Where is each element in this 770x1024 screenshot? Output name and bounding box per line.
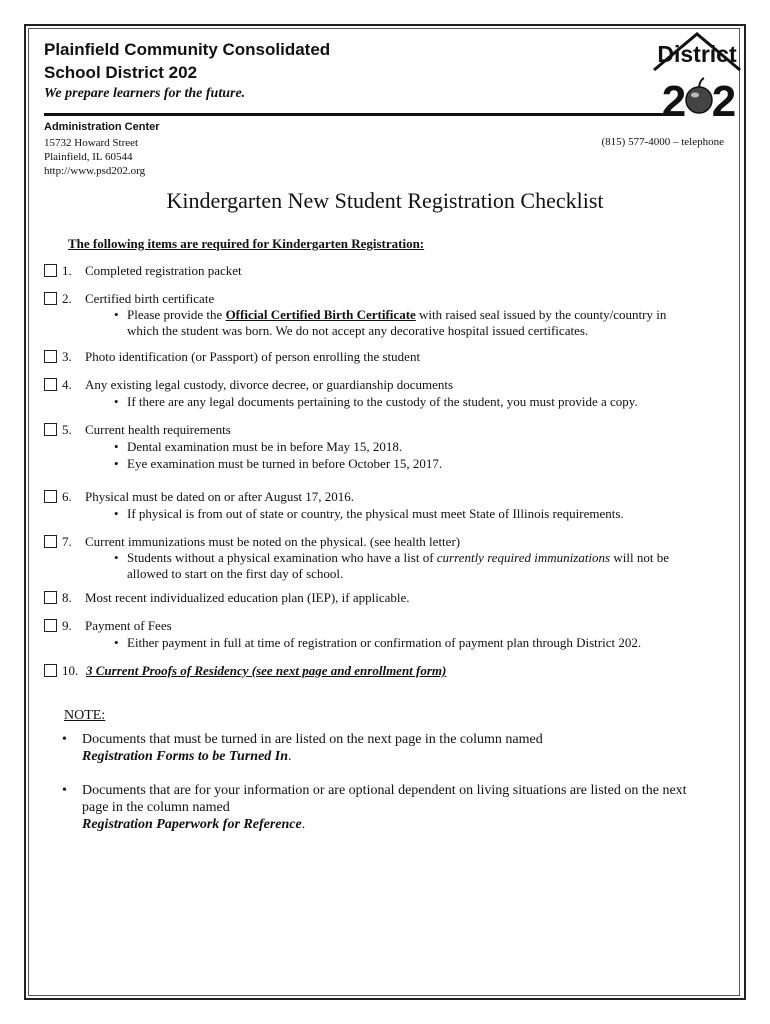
item-text: Completed registration packet <box>85 263 242 278</box>
item-text: Most recent individualized education plan (IEP), if applicable. <box>85 590 410 605</box>
admin-phone: (815) 577-4000 – telephone <box>601 136 724 148</box>
item-text: Certified birth certificate <box>85 291 215 306</box>
item-text: Photo identification (or Passport) of person enrolling the student <box>85 349 421 364</box>
sub-text: with raised seal issued by the county/country in <box>415 307 667 322</box>
item-number: 5. <box>62 422 72 437</box>
sub-emphasis: Official Certified Birth Certificate <box>225 307 416 322</box>
sub-text-line2: which the student was born. We do not accept any decorative hospital issued certificates. <box>127 323 589 338</box>
logo-word: District <box>657 41 737 67</box>
checkbox-6[interactable] <box>44 490 57 503</box>
sub-text: will not be <box>610 550 669 565</box>
checkbox-4[interactable] <box>44 378 57 391</box>
note-period: . <box>301 817 306 832</box>
item-number: 1. <box>62 263 72 278</box>
sub-text: Students without a physical examination who have a list of <box>127 550 437 565</box>
sub-text: If there are any legal documents pertaining to the custody of the student, you must provide a copy. <box>127 394 638 409</box>
item-number: 4. <box>62 377 72 392</box>
item-text: Physical must be dated on or after August 17, 2016. <box>85 489 354 504</box>
item-number: 9. <box>62 618 72 633</box>
item-text: Any existing legal custody, divorce decree, or guardianship documents <box>85 377 454 392</box>
note-period: . <box>288 749 292 764</box>
item-text: Current health requirements <box>85 422 231 437</box>
district-202-logo <box>650 28 744 128</box>
district-name <box>44 38 330 84</box>
tagline: We prepare learners for the future. <box>44 86 246 101</box>
sub-text: Eye examination must be turned in before October 15, 2017. <box>127 456 443 471</box>
item-text: 3 Current Proofs of Residency (see next page and enrollment form) <box>86 663 447 678</box>
item-number: 6. <box>62 489 72 504</box>
note-emphasis: Registration Paperwork for Reference <box>82 817 302 832</box>
item-number: 2. <box>62 291 72 306</box>
district-name-line1: Plainfield Community Consolidated <box>44 40 331 59</box>
district-name-line2: School District 202 <box>44 63 198 82</box>
required-items-heading: The following items are required for Kindergarten Registration: <box>68 236 425 251</box>
note-text: Documents that are for your information or are optional dependent on living situations are listed on the next <box>82 783 687 798</box>
item-number: 7. <box>62 534 72 549</box>
sub-text: If physical is from out of state or country, the physical must meet State of Illinois requirements. <box>127 506 624 521</box>
sub-text-line2: allowed to start on the first day of school. <box>127 566 344 581</box>
note-text: Documents that must be turned in are listed on the next page in the column named <box>82 732 543 747</box>
document-title: Kindergarten New Student Registration Checklist <box>166 188 604 213</box>
note-emphasis: Registration Forms to be Turned In <box>82 749 289 764</box>
checkbox-10[interactable] <box>44 664 57 677</box>
checkbox-9[interactable] <box>44 619 57 632</box>
checkbox-7[interactable] <box>44 535 57 548</box>
note-heading: NOTE: <box>64 708 106 723</box>
checkbox-1[interactable] <box>44 264 57 277</box>
logo-digit-right: 2 <box>711 77 737 126</box>
checkbox-3[interactable] <box>44 350 57 363</box>
sub-text: Please provide the <box>127 307 226 322</box>
sub-text: Either payment in full at time of registration or confirmation of payment plan through District 202. <box>127 635 642 650</box>
apple-icon <box>686 78 712 113</box>
item-text: Current immunizations must be noted on the physical. (see health letter) <box>85 534 461 549</box>
checkbox-5[interactable] <box>44 423 57 436</box>
checkbox-8[interactable] <box>44 591 57 604</box>
checkbox-2[interactable] <box>44 292 57 305</box>
admin-street: 15732 Howard Street <box>44 137 139 149</box>
item-number: 3. <box>62 349 72 364</box>
item-number: 8. <box>62 590 72 605</box>
admin-city: Plainfield, IL 60544 <box>44 151 133 163</box>
item-number: 10. <box>62 663 79 678</box>
item-text: Payment of Fees <box>85 618 172 633</box>
logo-digit-left: 2 <box>661 77 687 126</box>
admin-center-title: Administration Center <box>44 121 160 133</box>
sub-emphasis: currently required immunizations <box>436 550 611 565</box>
header-divider <box>44 113 672 116</box>
admin-website[interactable]: http://www.psd202.org <box>44 165 146 177</box>
note-text: page in the column named <box>82 800 230 815</box>
sub-text: Dental examination must be in before May 15, 2018. <box>127 439 403 454</box>
